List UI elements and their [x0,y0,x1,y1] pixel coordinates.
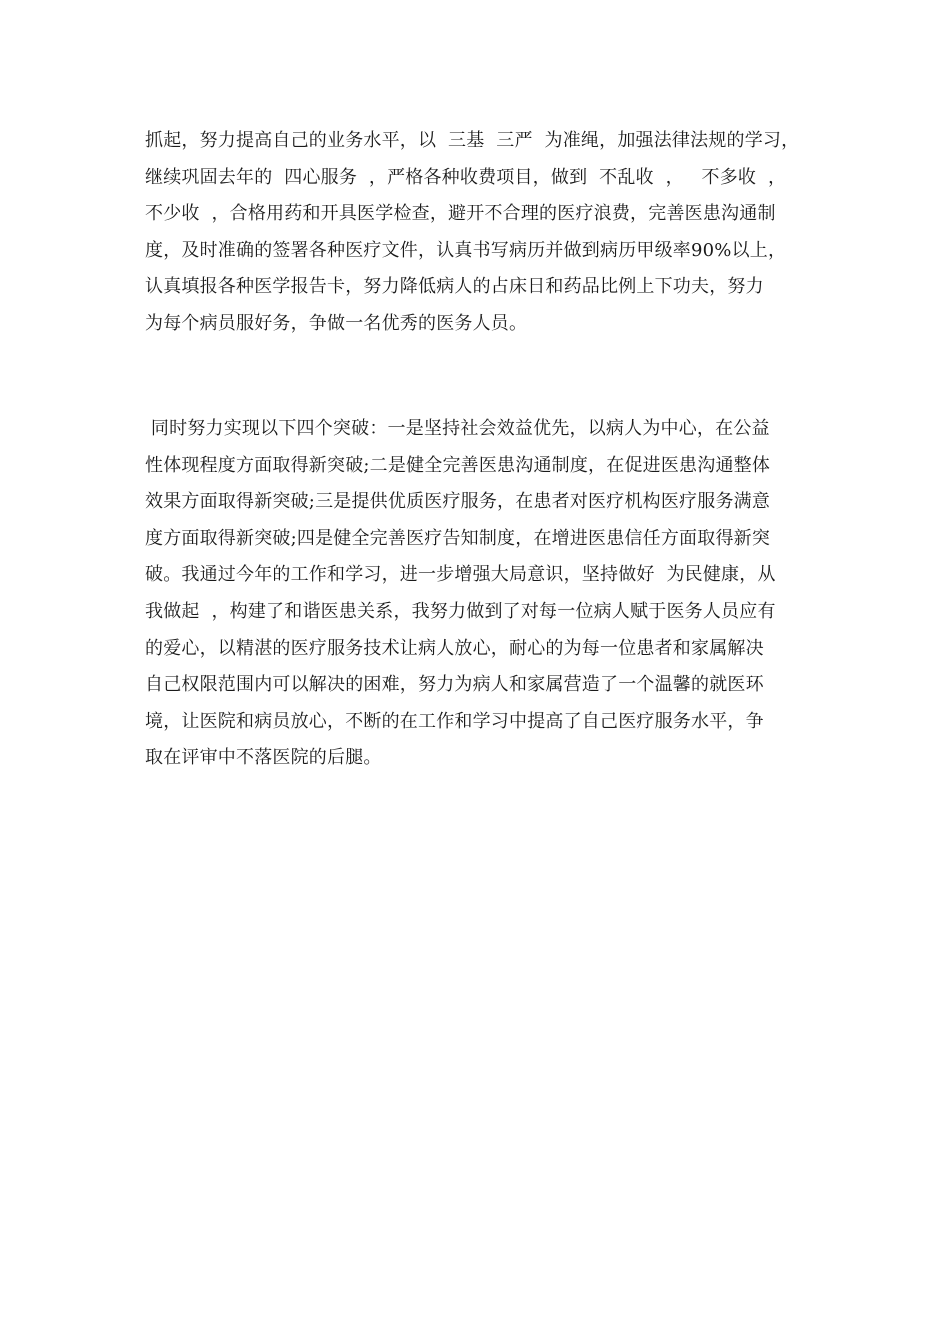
text-line: 同时努力实现以下四个突破：一是坚持社会效益优先，以病人为中心，在公益 [145,418,770,439]
text-line: 度方面取得新突破;四是健全完善医疗告知制度，在增进医患信任方面取得新突 [145,527,771,549]
text-line: 继续巩固去年的 四心服务 ，严格各种收费项目，做到 不乱收 ， 不多收 ， [145,166,787,188]
text-line: 自己权限范围内可以解决的困难，努力为病人和家属营造了一个温馨的就医环 [145,674,764,696]
text-line: 境，让医院和病员放心，不断的在工作和学习中提高了自己医疗服务水平，争 [145,710,764,732]
text-line: 我做起 ，构建了和谐医患关系，我努力做到了对每一位病人赋于医务人员应有 [145,600,776,622]
text-line: 认真填报各种医学报告卡，努力降低病人的占床日和药品比例上下功夫，努力 [145,276,764,298]
text-line: 的爱心，以精湛的医疗服务技术让病人放心，耐心的为每一位患者和家属解决 [145,637,764,659]
text-line: 抓起，努力提高自己的业务水平，以 三基 三严 为准绳，加强法律法规的学习， [145,130,800,151]
text-line: 度，及时准确的签署各种医疗文件，认真书写病历并做到病历甲级率90%以上， [145,239,787,261]
text-line: 不少收 ，合格用药和开具医学检查，避开不合理的医疗浪费，完善医患沟通制 [145,203,776,225]
paragraph-2 [145,411,835,777]
text-line: 破。我通过今年的工作和学习，进一步增强大局意识，坚持做好 为民健康，从 [145,564,776,586]
text-line: 取在评审中不落医院的后腿。 [145,747,382,769]
paragraph-1 [145,123,835,343]
text-line: 性体现程度方面取得新突破;二是健全完善医患沟通制度，在促进医患沟通整体 [145,454,771,476]
text-line: 效果方面取得新突破;三是提供优质医疗服务，在患者对医疗机构医疗服务满意 [145,491,771,513]
text-line: 为每个病员服好务，争做一名优秀的医务人员。 [145,312,528,334]
